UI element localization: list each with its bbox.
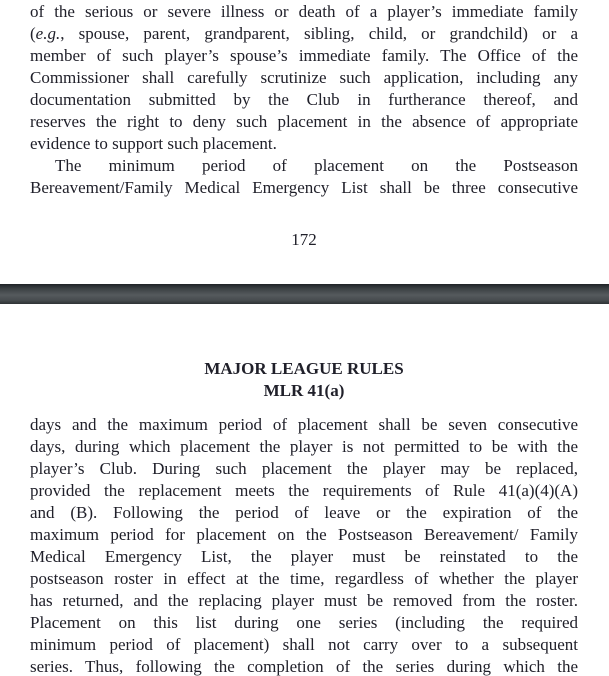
body-paragraph xyxy=(30,414,578,676)
document-page-next xyxy=(0,304,609,676)
text-line: maximum period for placement on the Postseason Bereavement/ Family xyxy=(30,525,578,544)
page-next-content xyxy=(0,358,609,676)
rules-title-heading: MAJOR LEAGUE RULES xyxy=(204,359,404,378)
text-line: player’s Club. During such placement the player may be replaced, xyxy=(30,459,578,478)
text-line: Commissioner shall carefully scrutinize such application, including any xyxy=(30,68,578,87)
text-line: evidence to support such placement. xyxy=(30,134,277,153)
text-line: (e.g., spouse, parent, grandparent, sibling, child, or grandchild) or a xyxy=(30,24,578,43)
text-line: member of such player’s spouse’s immediate family. The Office of the xyxy=(30,46,578,65)
rule-number-heading: MLR 41(a) xyxy=(263,381,345,400)
text-line: minimum period of placement) shall not carry over to a subsequent xyxy=(30,635,578,654)
text-line: Medical Emergency List, the player must be reinstated to the xyxy=(30,547,578,566)
text-line: documentation submitted by the Club in furtherance thereof, and xyxy=(30,90,578,109)
page-number: 172 xyxy=(291,230,317,249)
text-line: reserves the right to deny such placement in the absence of appropriate xyxy=(30,112,578,131)
text-line: has returned, and the replacing player must be removed from the roster. xyxy=(30,591,578,610)
text-line: Placement on this list during one series (including the required xyxy=(30,613,578,632)
page-172-content xyxy=(0,0,609,251)
text-line: The minimum period of placement on the Postseason xyxy=(55,156,578,175)
page-separator xyxy=(0,284,609,304)
body-paragraph xyxy=(30,1,578,155)
text-line: series. Thus, following the completion of the series during which the xyxy=(30,657,578,676)
document-page-172 xyxy=(0,0,609,284)
text-line: postseason roster in effect at the time, regardless of whether the player xyxy=(30,569,578,588)
text-line: Bereavement/Family Medical Emergency List shall be three consecutive xyxy=(30,178,578,197)
text-line: days and the maximum period of placement shall be seven consecutive xyxy=(30,415,578,434)
text-line: of the serious or severe illness or death of a player’s immediate family xyxy=(30,2,578,21)
body-paragraph xyxy=(30,155,578,199)
text-line: provided the replacement meets the requirements of Rule 41(a)(4)(A) xyxy=(30,481,578,500)
text-line: and (B). Following the period of leave or the expiration of the xyxy=(30,503,578,522)
text-line: days, during which placement the player is not permitted to be with the xyxy=(30,437,578,456)
section-heading xyxy=(30,358,578,402)
